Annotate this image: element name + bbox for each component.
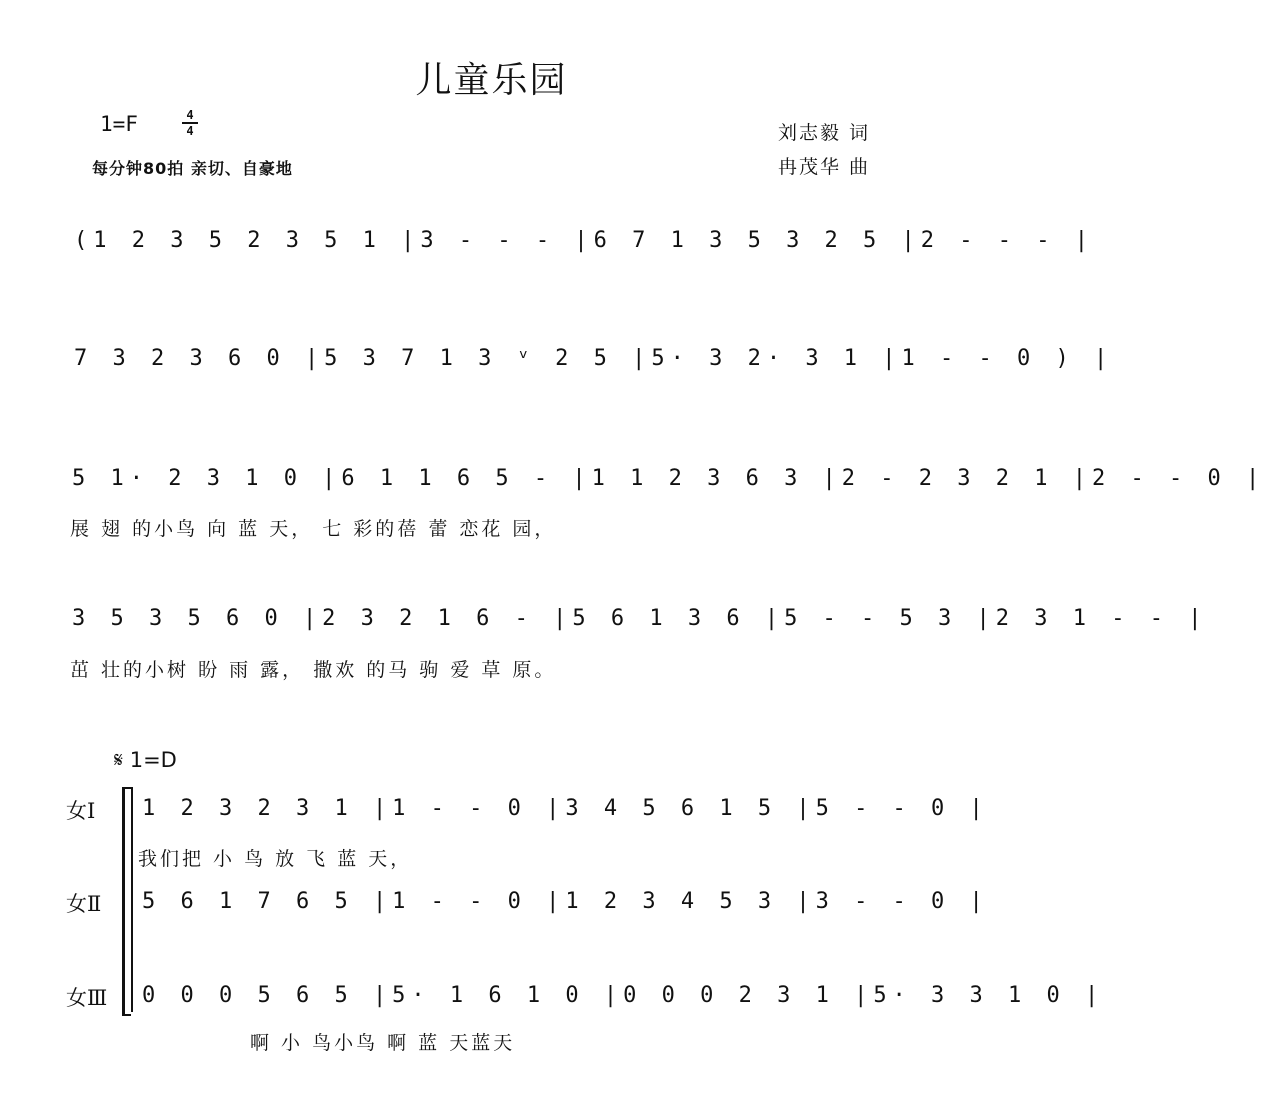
tempo-marking: 每分钟80拍 亲切、自豪地 (92, 159, 293, 178)
chorus-voice-3-notes: 0 0 0 5 6 5 |5· 1 6 1 0 |0 0 0 2 3 1 |5· 3 3 1 0 | (142, 983, 1105, 1008)
score-line-1: (1 2 3 5 2 3 5 1 |3 - - - |6 7 1 3 5 3 2 5 |2 - - - | (74, 228, 1094, 253)
voice-label-1: 女Ⅰ (66, 799, 96, 823)
chorus-voice-1-notes: 1 2 3 2 3 1 |1 - - 0 |3 4 5 6 1 5 |5 - - 0 | (142, 796, 989, 821)
composer-credit: 冉茂华 曲 (778, 156, 871, 178)
score-line-3: 5 1· 2 3 1 0 |6 1 1 6 5 - |1 1 2 3 6 3 |2 - 2 3 2 1 |2 - - 0 | (72, 466, 1265, 491)
voice-label-3: 女Ⅲ (66, 986, 108, 1010)
score-line-4: 3 5 3 5 6 0 |2 3 2 1 6 - |5 6 1 3 6 |5 - - 5 3 |2 3 1 - - | (72, 606, 1208, 631)
lyric-line-1: 展 翅 的小鸟 向 蓝 天， 七 彩的蓓 蕾 恋花 园， (70, 518, 557, 540)
chorus-lyric-3: 啊 小 鸟小鸟 啊 蓝 天蓝天 (250, 1032, 516, 1054)
lyricist-credit: 刘志毅 词 (778, 122, 871, 144)
time-signature-bottom: 4 (186, 124, 194, 138)
system-bracket-line (131, 787, 133, 1012)
score-line-2: 7 3 2 3 6 0 |5 3 7 1 3 ᵛ 2 5 |5· 3 2· 3 1 |1 - - 0 ) | (74, 346, 1114, 371)
segno-key-change: 𝄋 1=D (114, 748, 177, 772)
time-signature (180, 109, 200, 137)
system-brace (122, 787, 131, 1016)
lyric-line-2: 茁 壮的小树 盼 雨 露， 撒欢 的马 驹 爱 草 原。 (70, 659, 557, 681)
chorus-voice-2-notes: 5 6 1 7 6 5 |1 - - 0 |1 2 3 4 5 3 |3 - - 0 | (142, 889, 989, 914)
chorus-lyric-1: 我们把 小 鸟 放 飞 蓝 天， (138, 848, 413, 870)
key-signature: 1=F (100, 112, 138, 136)
time-signature-top: 4 (186, 108, 194, 122)
song-title: 儿童乐园 (415, 60, 568, 101)
voice-label-2: 女Ⅱ (66, 892, 102, 916)
